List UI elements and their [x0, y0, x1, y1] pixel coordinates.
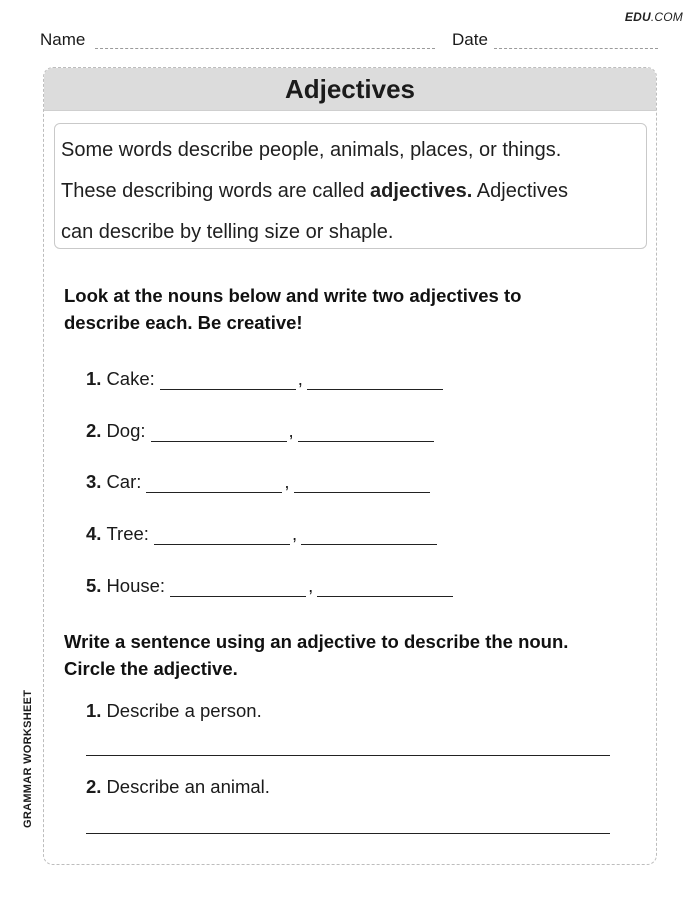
- definition-line-2: These describing words are called adjectives. Adjectives: [61, 180, 568, 202]
- noun-item-tree: 4. Tree: ,: [86, 523, 437, 545]
- answer-blank[interactable]: [301, 527, 437, 545]
- answer-blank[interactable]: [317, 579, 453, 597]
- answer-blank[interactable]: [151, 424, 287, 442]
- name-label: Name: [40, 30, 86, 49]
- noun-item-dog: 2. Dog: ,: [86, 420, 434, 442]
- answer-blank[interactable]: [170, 579, 306, 597]
- answer-blank[interactable]: [307, 372, 443, 390]
- definition-line-1: Some words describe people, animals, places, or things.: [61, 139, 562, 161]
- side-label: GRAMMAR WORKSHEET: [22, 689, 34, 828]
- definition-box: [54, 123, 647, 249]
- brand-logo: EDU.COM: [624, 10, 683, 24]
- instruction-nouns: Look at the nouns below and write two adjectives to describe each. Be creative!: [64, 285, 522, 333]
- definition-line-3: can describe by telling size or shaple.: [61, 221, 394, 243]
- sentence-prompt-animal: 2. Describe an animal.: [86, 776, 270, 797]
- keyword-adjectives: adjectives.: [370, 180, 473, 202]
- date-label: Date: [452, 30, 488, 49]
- noun-item-car: 3. Car: ,: [86, 471, 430, 493]
- worksheet-card: [43, 67, 657, 865]
- instruction-sentences: Write a sentence using an adjective to describe the noun. Circle the adjective.: [64, 631, 569, 679]
- name-field-line[interactable]: [95, 48, 435, 49]
- answer-blank[interactable]: [146, 475, 282, 493]
- answer-blank[interactable]: [298, 424, 434, 442]
- date-field-line[interactable]: [494, 48, 658, 49]
- page-title: Adjectives: [44, 68, 656, 111]
- sentence-answer-line[interactable]: [86, 755, 610, 756]
- answer-blank[interactable]: [294, 475, 430, 493]
- noun-item-house: 5. House: ,: [86, 575, 453, 597]
- noun-item-cake: 1. Cake: ,: [86, 368, 443, 390]
- answer-blank[interactable]: [160, 372, 296, 390]
- sentence-prompt-person: 1. Describe a person.: [86, 700, 262, 721]
- answer-blank[interactable]: [154, 527, 290, 545]
- sentence-answer-line[interactable]: [86, 833, 610, 834]
